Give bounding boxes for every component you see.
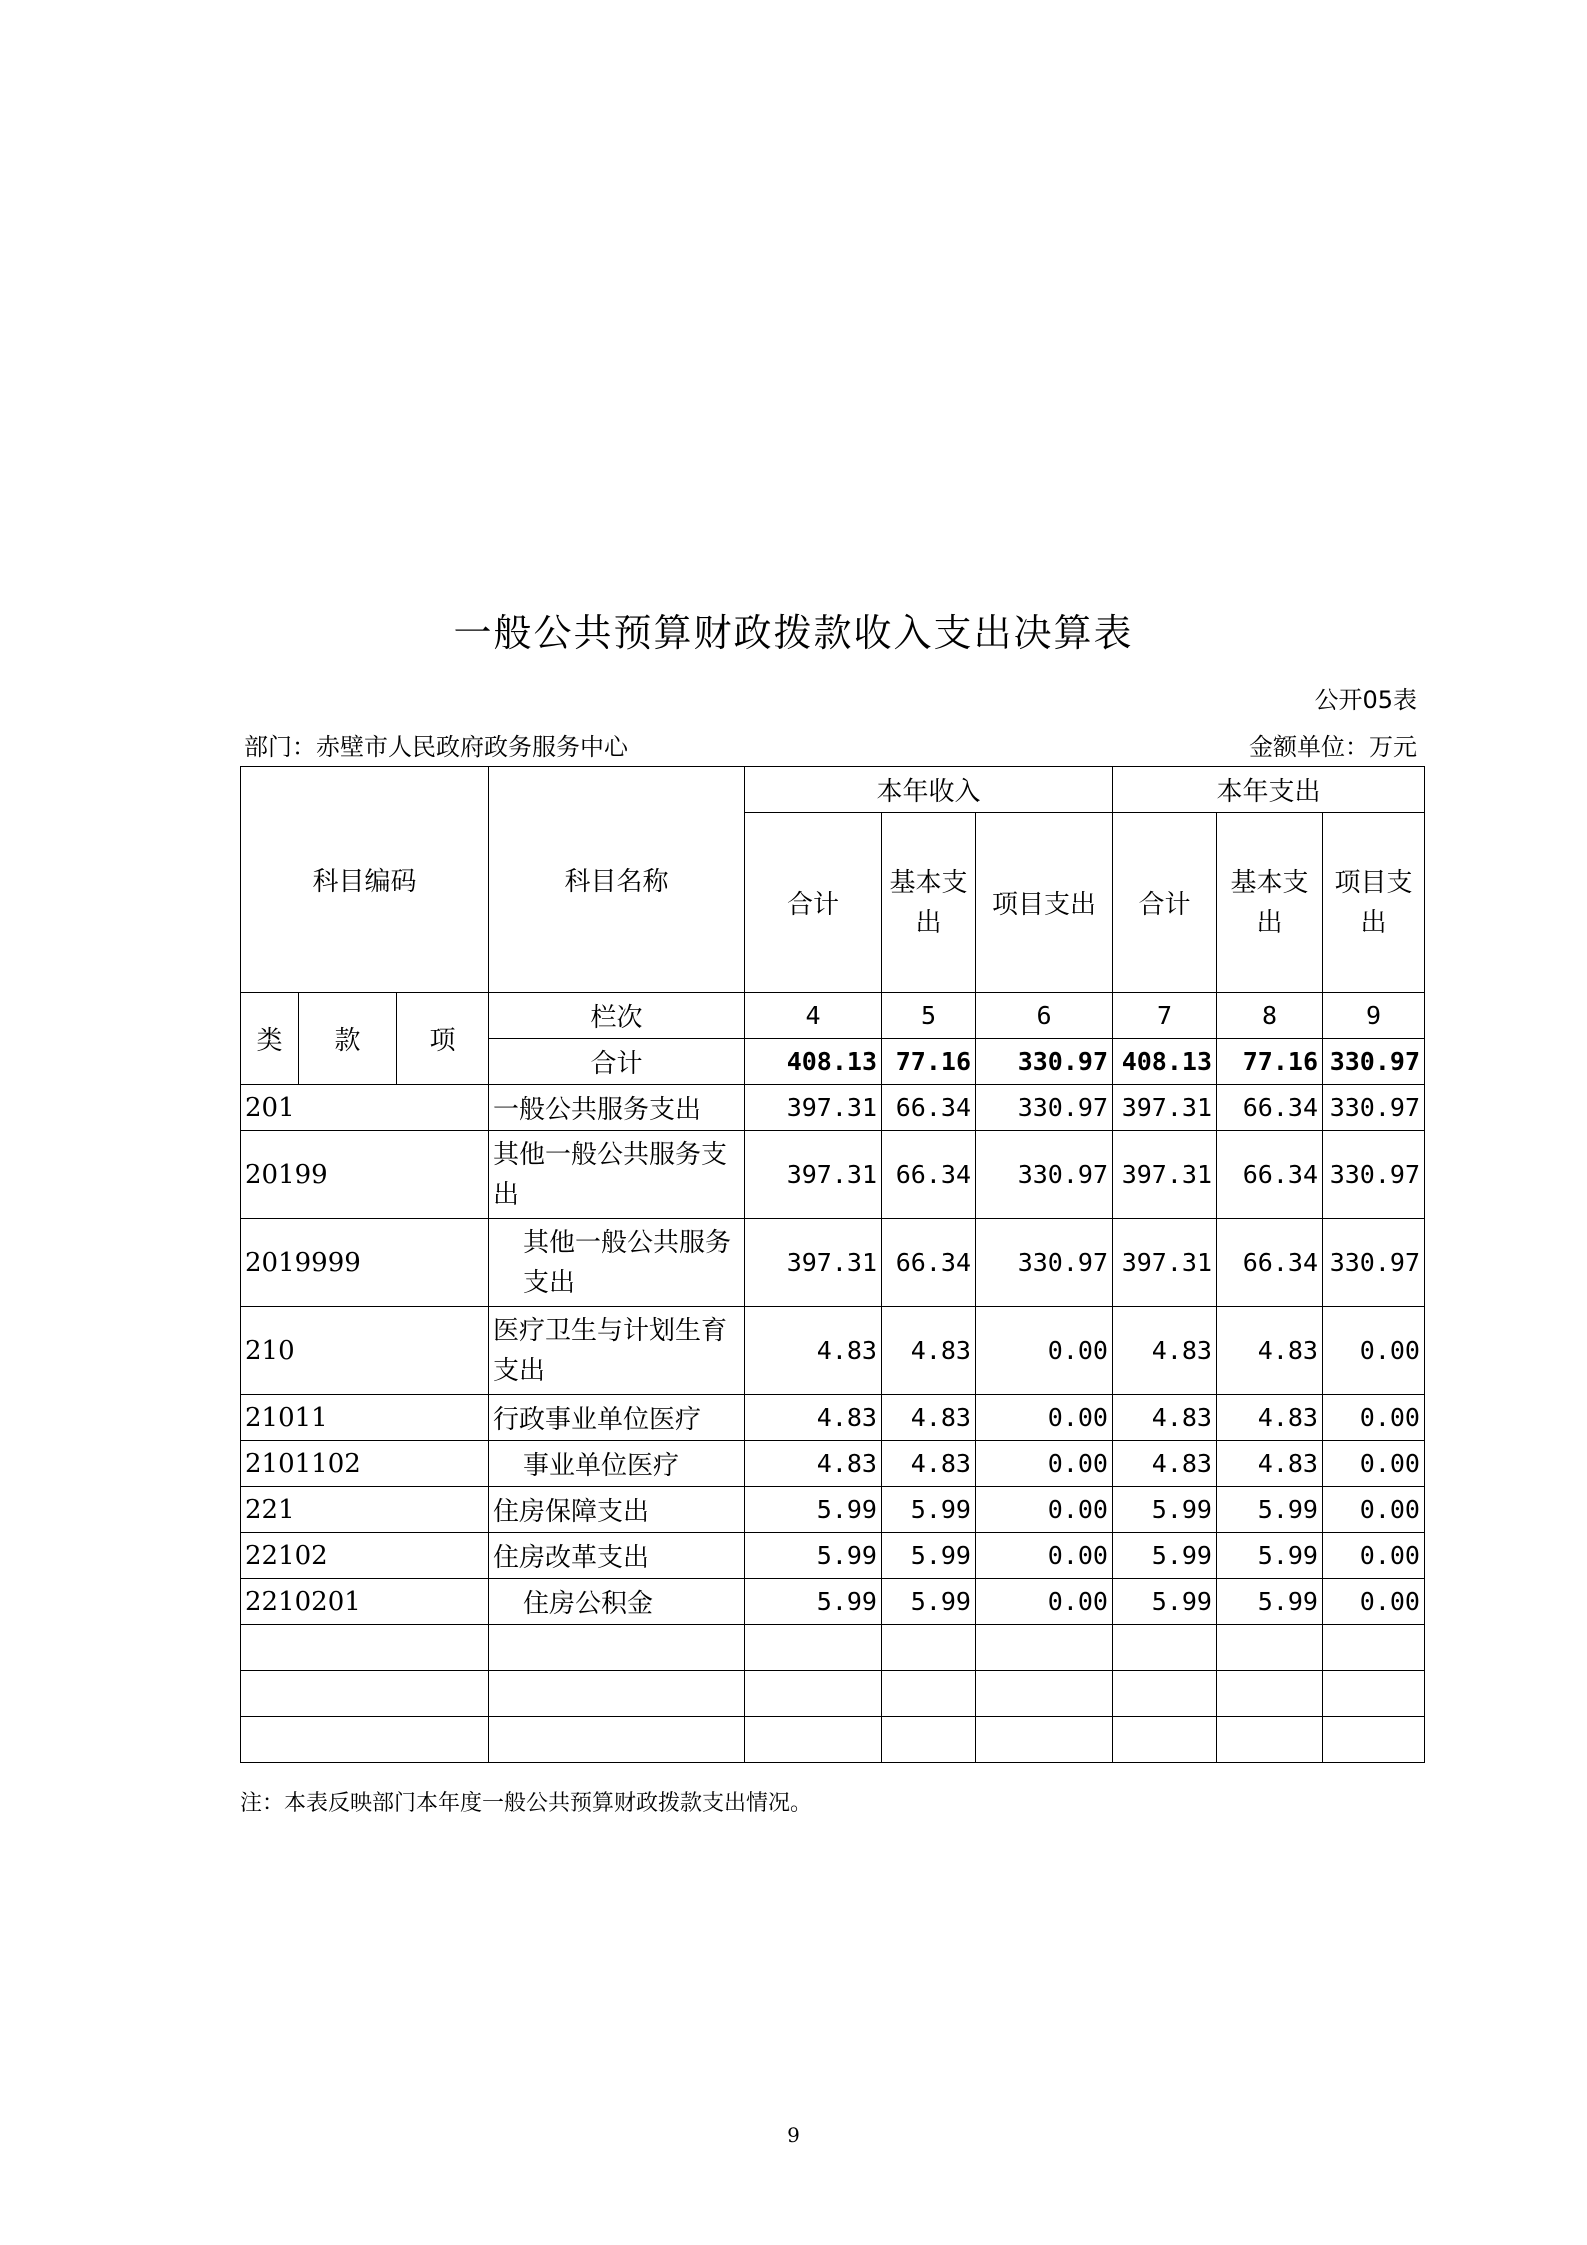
row-value: 4.83 (882, 1441, 976, 1487)
row-name: 住房公积金 (489, 1579, 745, 1625)
table-row (241, 1307, 1425, 1395)
budget-table (240, 766, 1425, 1763)
total-label: 合计 (489, 1039, 745, 1085)
row-code: 21011 (241, 1395, 489, 1441)
table-note: 注：本表反映部门本年度一般公共预算财政拨款支出情况。 (240, 1791, 813, 1816)
column-number-row (241, 993, 1425, 1039)
row-name: 其他一般公共服务支出 (489, 1131, 745, 1219)
row-value: 4.83 (1113, 1441, 1217, 1487)
row-value: 66.34 (1217, 1085, 1323, 1131)
row-value: 5.99 (1217, 1533, 1323, 1579)
total-value: 408.13 (1113, 1039, 1217, 1085)
row-value: 0.00 (976, 1579, 1113, 1625)
department-label: 部门：赤壁市人民政府政务服务中心 (244, 733, 628, 761)
row-value: 5.99 (745, 1579, 882, 1625)
row-name: 行政事业单位医疗 (489, 1395, 745, 1441)
unit-label: 金额单位：万元 (1249, 733, 1417, 761)
row-value: 5.99 (1113, 1487, 1217, 1533)
row-value: 4.83 (882, 1395, 976, 1441)
row-value: 397.31 (745, 1219, 882, 1307)
col-num: 7 (1113, 993, 1217, 1039)
header-income-group: 本年收入 (745, 767, 1113, 813)
form-number: 公开05表 (1314, 686, 1417, 714)
col-num: 4 (745, 993, 882, 1039)
row-value: 5.99 (1217, 1579, 1323, 1625)
row-value: 4.83 (745, 1307, 882, 1395)
table-row (241, 1395, 1425, 1441)
total-value: 330.97 (1323, 1039, 1425, 1085)
row-value: 397.31 (1113, 1085, 1217, 1131)
row-value: 330.97 (1323, 1131, 1425, 1219)
empty-row (241, 1625, 1425, 1671)
row-value: 5.99 (745, 1487, 882, 1533)
table-row (241, 1579, 1425, 1625)
header-income-project: 项目支出 (976, 813, 1113, 993)
col-num: 8 (1217, 993, 1323, 1039)
total-value: 330.97 (976, 1039, 1113, 1085)
row-value: 5.99 (882, 1579, 976, 1625)
row-value: 330.97 (976, 1219, 1113, 1307)
row-value: 4.83 (745, 1395, 882, 1441)
row-value: 330.97 (1323, 1085, 1425, 1131)
row-name: 其他一般公共服务支出 (489, 1219, 745, 1307)
col-num: 5 (882, 993, 976, 1039)
row-value: 5.99 (745, 1533, 882, 1579)
row-code: 2210201 (241, 1579, 489, 1625)
header-expense-group: 本年支出 (1113, 767, 1425, 813)
row-name: 一般公共服务支出 (489, 1085, 745, 1131)
header-row-1 (241, 767, 1425, 813)
row-code: 201 (241, 1085, 489, 1131)
col-num: 9 (1323, 993, 1425, 1039)
table-row (241, 1219, 1425, 1307)
row-value: 66.34 (1217, 1219, 1323, 1307)
row-value: 397.31 (1113, 1219, 1217, 1307)
row-code: 22102 (241, 1533, 489, 1579)
row-value: 4.83 (1217, 1441, 1323, 1487)
row-name: 住房改革支出 (489, 1533, 745, 1579)
row-value: 0.00 (976, 1441, 1113, 1487)
row-code: 210 (241, 1307, 489, 1395)
row-value: 397.31 (745, 1131, 882, 1219)
row-code: 2019999 (241, 1219, 489, 1307)
header-expense-total: 合计 (1113, 813, 1217, 993)
row-name: 事业单位医疗 (489, 1441, 745, 1487)
row-value: 4.83 (1113, 1307, 1217, 1395)
row-code: 221 (241, 1487, 489, 1533)
row-value: 0.00 (1323, 1395, 1425, 1441)
row-value: 66.34 (1217, 1131, 1323, 1219)
row-value: 0.00 (1323, 1307, 1425, 1395)
row-value: 4.83 (882, 1307, 976, 1395)
row-value: 397.31 (745, 1085, 882, 1131)
row-name: 医疗卫生与计划生育支出 (489, 1307, 745, 1395)
row-value: 5.99 (882, 1533, 976, 1579)
total-value: 77.16 (882, 1039, 976, 1085)
row-value: 0.00 (976, 1487, 1113, 1533)
row-value: 5.99 (1113, 1533, 1217, 1579)
row-value: 0.00 (976, 1533, 1113, 1579)
row-value: 4.83 (745, 1441, 882, 1487)
row-value: 0.00 (976, 1395, 1113, 1441)
row-value: 4.83 (1217, 1307, 1323, 1395)
row-value: 330.97 (976, 1131, 1113, 1219)
row-value: 4.83 (1113, 1395, 1217, 1441)
header-code: 科目编码 (241, 767, 489, 993)
row-value: 0.00 (1323, 1441, 1425, 1487)
header-lei: 类 (241, 993, 299, 1085)
header-kuan: 款 (299, 993, 397, 1085)
row-value: 5.99 (882, 1487, 976, 1533)
row-value: 4.83 (1217, 1395, 1323, 1441)
row-value: 66.34 (882, 1131, 976, 1219)
table-row (241, 1131, 1425, 1219)
row-value: 0.00 (1323, 1533, 1425, 1579)
row-value: 66.34 (882, 1085, 976, 1131)
row-value: 5.99 (1113, 1579, 1217, 1625)
total-value: 77.16 (1217, 1039, 1323, 1085)
row-value: 330.97 (1323, 1219, 1425, 1307)
row-value: 0.00 (976, 1307, 1113, 1395)
table-row (241, 1487, 1425, 1533)
row-value: 0.00 (1323, 1579, 1425, 1625)
row-code: 2101102 (241, 1441, 489, 1487)
row-value: 397.31 (1113, 1131, 1217, 1219)
col-num: 6 (976, 993, 1113, 1039)
header-expense-basic: 基本支出 (1217, 813, 1323, 993)
empty-row (241, 1671, 1425, 1717)
header-xiang: 项 (397, 993, 489, 1085)
row-name: 住房保障支出 (489, 1487, 745, 1533)
page-number: 9 (787, 2123, 800, 2147)
table-row (241, 1441, 1425, 1487)
row-value: 66.34 (882, 1219, 976, 1307)
header-income-basic: 基本支出 (882, 813, 976, 993)
header-expense-project: 项目支出 (1323, 813, 1425, 993)
table-row (241, 1533, 1425, 1579)
table-row (241, 1085, 1425, 1131)
row-value: 5.99 (1217, 1487, 1323, 1533)
row-value: 0.00 (1323, 1487, 1425, 1533)
total-value: 408.13 (745, 1039, 882, 1085)
row-value: 330.97 (976, 1085, 1113, 1131)
header-income-total: 合计 (745, 813, 882, 993)
empty-row (241, 1717, 1425, 1763)
header-name: 科目名称 (489, 767, 745, 993)
document-title: 一般公共预算财政拨款收入支出决算表 (453, 611, 1134, 655)
row-code: 20199 (241, 1131, 489, 1219)
header-lanci: 栏次 (489, 993, 745, 1039)
